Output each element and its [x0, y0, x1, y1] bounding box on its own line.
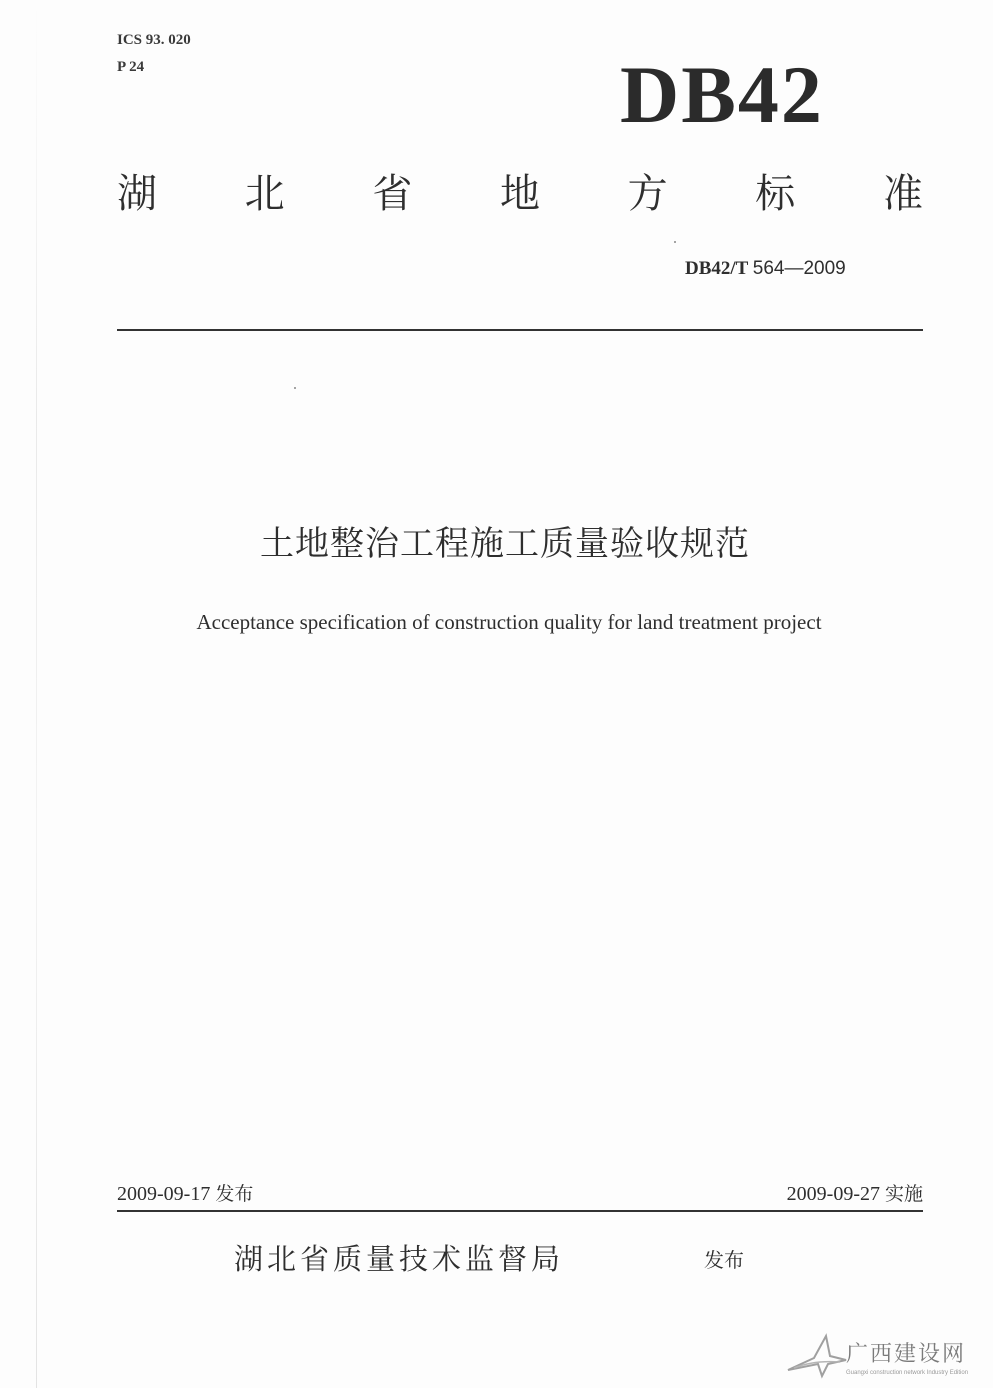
scan-edge-line [36, 0, 37, 1388]
issue-date: 2009-09-17 [117, 1183, 211, 1205]
standard-number-value: 564—2009 [752, 258, 846, 279]
title-english: Acceptance specification of construction quality for land treatment project [196, 610, 822, 634]
standard-type-char: 标 [755, 171, 796, 217]
standard-number-prefix: DB42/T [685, 258, 749, 279]
implement-date-group [787, 1180, 923, 1208]
ccs-code: P 24 [117, 59, 145, 75]
standard-type-char: 方 [627, 171, 668, 217]
implement-date: 2009-09-27 [786, 1183, 880, 1205]
top-divider [117, 329, 923, 331]
bottom-divider [117, 1210, 923, 1212]
issuer-suffix: 发布 [704, 1248, 744, 1272]
issue-label: 发布 [215, 1183, 254, 1205]
scan-speck [294, 387, 296, 389]
standard-type-heading [117, 166, 923, 222]
watermark-text: 广西建设网 [846, 1342, 967, 1367]
standard-type-char: 地 [499, 171, 540, 217]
dates-row [117, 1180, 923, 1208]
standard-type-char: 北 [244, 171, 285, 217]
classification-codes [117, 31, 191, 85]
title-chinese: 土地整治工程施工质量验收规范 [260, 524, 750, 564]
db-mark-logo: DB42 [620, 49, 824, 140]
implement-label: 实施 [884, 1183, 923, 1205]
issue-date-group [117, 1180, 253, 1208]
standard-type-char: 省 [372, 171, 413, 217]
standard-type-char: 准 [882, 171, 923, 217]
standard-type-char: 湖 [117, 171, 157, 217]
ics-code: ICS 93. 020 [117, 32, 191, 48]
issuer-name: 湖北省质量技术监督局 [234, 1242, 565, 1276]
standard-number [685, 258, 846, 280]
watermark-subtext: Guangxi construction network Industry Edition [846, 1370, 969, 1376]
scan-speck [674, 241, 676, 243]
